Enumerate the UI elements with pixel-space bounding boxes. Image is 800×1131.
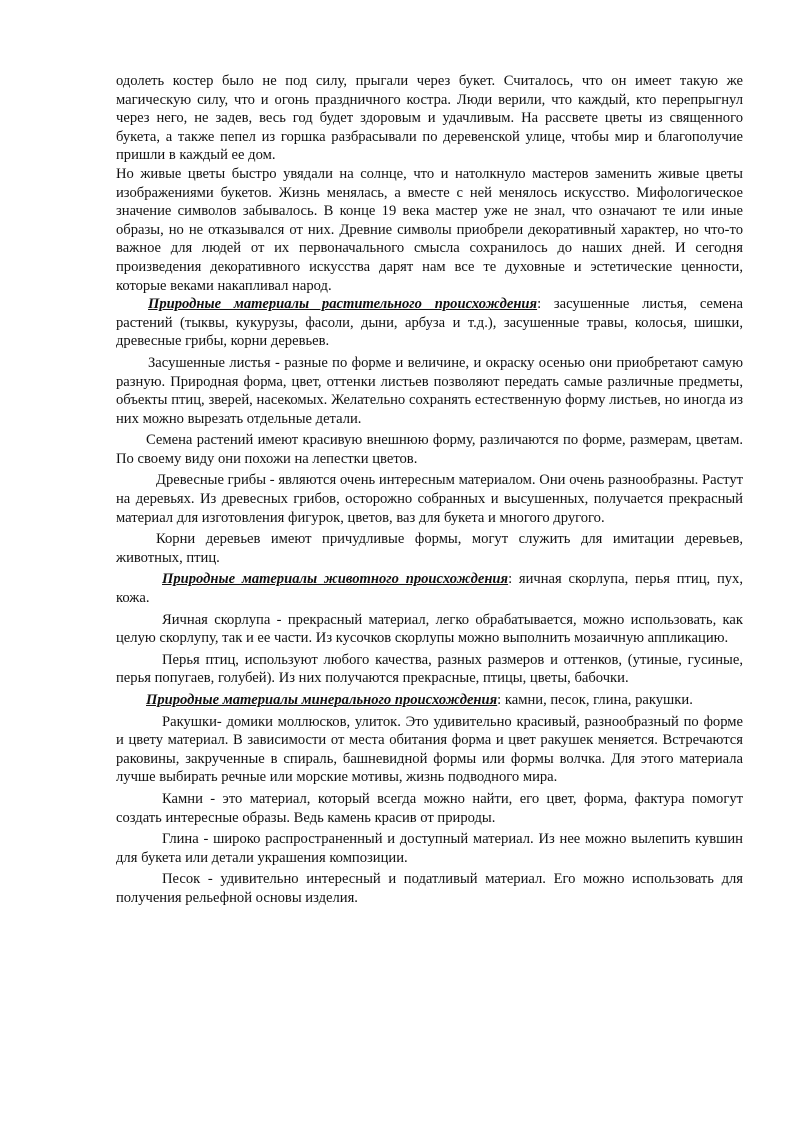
paragraph-plant-materials (116, 295, 743, 351)
paragraph-bonfire: одолеть костер было не под силу, прыгали через букет. Считалось, что он имеет такую же магическую силу, что и огонь праздничного костра. Люди верили, что каждый, кто перепрыгнул через него, не задев, весь год будет здоровым и удачливым. На рассвете цветы из священного букета, а также пепел из горшка разбрасывали по деревенской улице, чтобы мир и благополучие пришли в каждый ее дом. (116, 73, 743, 164)
document-page (116, 72, 743, 908)
paragraph-sand: Песок - удивительно интересный и податливый материал. Его можно использовать для получения рельефной основы изделия. (116, 871, 743, 906)
paragraph-mineral-materials (116, 691, 743, 710)
paragraph-seeds: Семена растений имеют красивую внешнюю форму, различаются по форме, размерам, цветам. По своему виду они похожи на лепестки цветов. (116, 432, 743, 467)
section-heading-mineral-materials: Природные материалы минерального происхождения (146, 692, 498, 708)
paragraph-text: : камни, песок, глина, ракушки. (497, 692, 693, 708)
paragraph-text: : засушенные листья, семена растений (тыквы, кукурузы, фасоли, дыни, арбуза и т.д.), засушенные травы, колосья, шишки, древесные грибы, корни деревьев. (116, 296, 743, 350)
paragraph-eggshell: Яичная скорлупа - прекрасный материал, легко обрабатывается, можно использовать, как целую скорлупу, так и ее части. Из кусочков скорлупы можно выполнить мозаичную аппликацию. (116, 611, 743, 647)
paragraph-tree-roots: Корни деревьев имеют причудливые формы, могут служить для имитации деревьев, животных, птиц. (116, 531, 743, 566)
paragraph-text: : яичная скорлупа, перья птиц, пух, кожа. (116, 571, 743, 607)
paragraph-wood-fungi: Древесные грибы - являются очень интересным материалом. Они очень разнообразны. Растут на деревьях. Из древесных грибов, осторожно собранных и высушенных, получается прекрасный материал для изготовления фигурок, цветов, ваз для букета и многого другого. (116, 472, 743, 526)
paragraph-feathers: Перья птиц, используют любого качества, разных размеров и оттенков, (утиные, гусиные, перья попугаев, голубей). Из них получаются прекрасные, птицы, цветы, бабочки. (116, 651, 743, 687)
section-heading-animal-materials: Природные материалы животного происхождения (162, 571, 509, 588)
paragraph-dried-leaves: Засушенные листья - разные по форме и величине, и окраску осенью они приобретают самую разную. Природная форма, цвет, оттенки листьев позволяют передать самые различные предметы, объекты птиц, зверей, насекомых. Желательно сохранять естественную форму листьев, но иногда из них можно вырезать отдельные детали. (116, 354, 743, 427)
paragraph-living-flowers: Но живые цветы быстро увядали на солнце, что и натолкнуло мастеров заменить живые цветы изображениями букетов. Жизнь менялась, а вместе с ней менялось искусство. Мифологическое значение символов забывалось. В конце 19 века мастер уже не знал, что означают те или иные образы, но не отказывался от них. Древние символы приобрели декоративный характер, но что-то важное для людей от их первоначального смысла сохранилось до наших дней. И сегодня произведения декоративного искусства дарят нам все те духовные и эстетические ценности, которые веками накапливал народ. (116, 165, 743, 294)
paragraph-shells: Ракушки- домики моллюсков, улиток. Это удивительно красивый, разнообразный по форме и цвету материал. В зависимости от места обитания форма и цвет ракушек меняется. Встречаются раковины, закрученные в спираль, башневидной формы или формы волчка. Для этого материала лучше выбирать речные или морские мотивы, жизнь подводного мира. (116, 713, 743, 786)
paragraph-clay: Глина - широко распространенный и доступный материал. Из нее можно вылепить кувшин для букета или детали украшения композиции. (116, 831, 743, 866)
paragraph-animal-materials (116, 570, 743, 607)
section-heading-plant-materials: Природные материалы растительного происхождения (148, 296, 538, 313)
paragraph-stones: Камни - это материал, который всегда можно найти, его цвет, форма, фактура помогут создать интересные образы. Ведь камень красив от природы. (116, 790, 743, 826)
